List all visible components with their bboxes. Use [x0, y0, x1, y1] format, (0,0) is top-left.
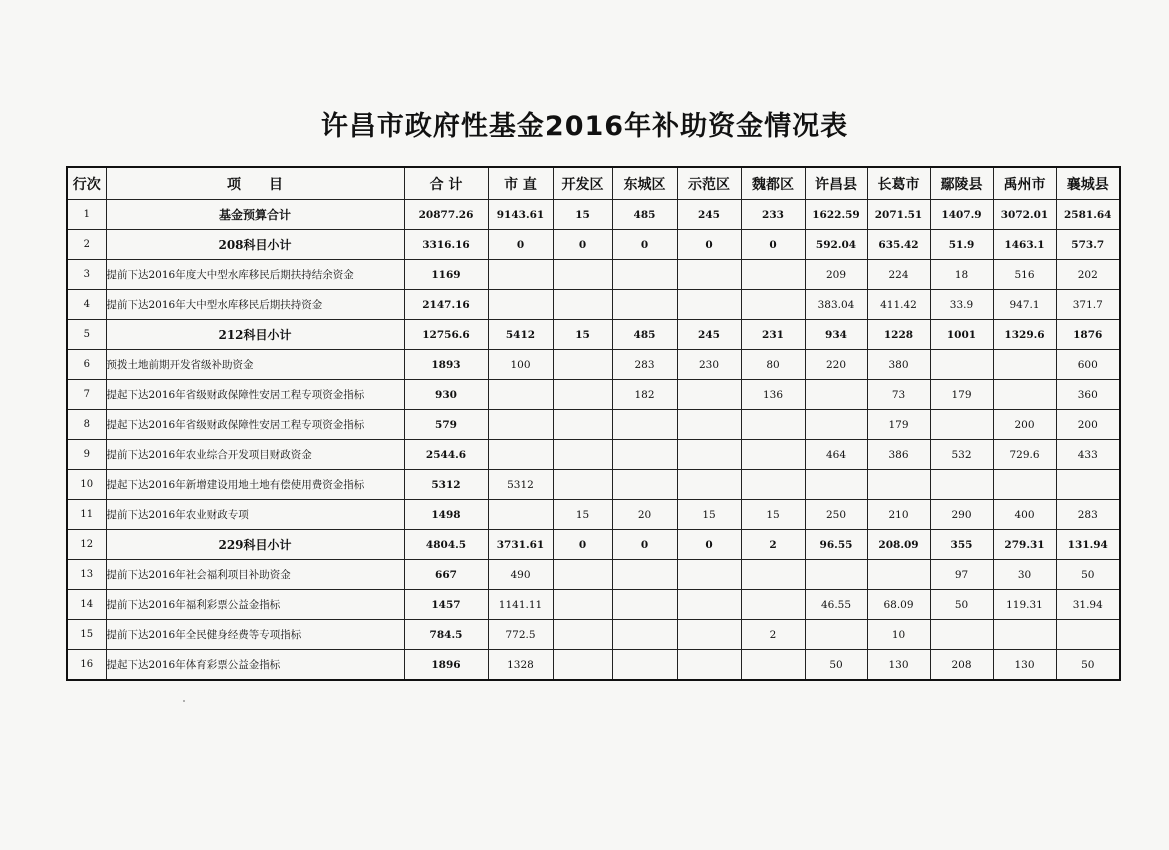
value-cell	[612, 290, 677, 320]
value-cell: 208.09	[867, 530, 930, 560]
value-cell	[741, 410, 805, 440]
value-cell	[930, 350, 993, 380]
row-index: 14	[67, 590, 106, 620]
value-cell: 73	[867, 380, 930, 410]
value-cell: 233	[741, 200, 805, 230]
value-cell	[930, 620, 993, 650]
value-cell	[612, 470, 677, 500]
total-cell: 12756.6	[404, 320, 488, 350]
table-row	[67, 650, 1120, 681]
value-cell: 1328	[488, 650, 553, 681]
value-cell: 485	[612, 200, 677, 230]
item-name: 基金预算合计	[106, 200, 404, 230]
value-cell	[677, 470, 741, 500]
value-cell: 0	[553, 530, 612, 560]
value-cell: 224	[867, 260, 930, 290]
value-cell: 208	[930, 650, 993, 681]
item-name: 提起下达2016年省级财政保障性安居工程专项资金指标	[106, 410, 404, 440]
value-cell: 18	[930, 260, 993, 290]
value-cell: 386	[867, 440, 930, 470]
item-name: 提前下达2016年农业综合开发项目财政资金	[106, 440, 404, 470]
value-cell: 202	[1056, 260, 1120, 290]
value-cell	[612, 620, 677, 650]
value-cell: 1001	[930, 320, 993, 350]
value-cell: 179	[930, 380, 993, 410]
value-cell: 532	[930, 440, 993, 470]
value-cell	[488, 500, 553, 530]
row-index: 9	[67, 440, 106, 470]
table-row	[67, 350, 1120, 380]
item-name: 提前下达2016年大中型水库移民后期扶持资金	[106, 290, 404, 320]
value-cell	[930, 470, 993, 500]
value-cell	[612, 410, 677, 440]
value-cell	[553, 590, 612, 620]
row-index: 4	[67, 290, 106, 320]
funding-table	[66, 166, 1121, 681]
value-cell: 1141.11	[488, 590, 553, 620]
value-cell	[677, 590, 741, 620]
value-cell	[553, 260, 612, 290]
value-cell: 96.55	[805, 530, 867, 560]
value-cell: 10	[867, 620, 930, 650]
value-cell	[677, 410, 741, 440]
value-cell: 0	[612, 530, 677, 560]
value-cell	[867, 560, 930, 590]
value-cell: 33.9	[930, 290, 993, 320]
column-header: 魏都区	[741, 167, 805, 200]
value-cell	[553, 650, 612, 681]
column-header: 项 目	[106, 167, 404, 200]
item-name: 提起下达2016年省级财政保障性安居工程专项资金指标	[106, 380, 404, 410]
value-cell: 283	[612, 350, 677, 380]
value-cell: 0	[677, 230, 741, 260]
item-name: 208科目小计	[106, 230, 404, 260]
value-cell: 50	[1056, 560, 1120, 590]
item-name: 提前下达2016年福利彩票公益金指标	[106, 590, 404, 620]
value-cell: 46.55	[805, 590, 867, 620]
total-cell: 1457	[404, 590, 488, 620]
value-cell	[553, 290, 612, 320]
total-cell: 784.5	[404, 620, 488, 650]
value-cell	[741, 260, 805, 290]
value-cell: 179	[867, 410, 930, 440]
value-cell	[553, 410, 612, 440]
value-cell: 464	[805, 440, 867, 470]
value-cell: 3731.61	[488, 530, 553, 560]
table-row	[67, 290, 1120, 320]
value-cell	[612, 650, 677, 681]
value-cell	[612, 560, 677, 590]
value-cell: 355	[930, 530, 993, 560]
column-header: 禹州市	[993, 167, 1056, 200]
item-name: 提前下达2016年全民健身经费等专项指标	[106, 620, 404, 650]
value-cell: 5312	[488, 470, 553, 500]
item-name: 提前下达2016年社会福利项目补助资金	[106, 560, 404, 590]
value-cell: 3072.01	[993, 200, 1056, 230]
value-cell: 130	[993, 650, 1056, 681]
value-cell: 131.94	[1056, 530, 1120, 560]
value-cell: 5412	[488, 320, 553, 350]
column-header: 市 直	[488, 167, 553, 200]
value-cell	[993, 620, 1056, 650]
value-cell: 0	[553, 230, 612, 260]
value-cell: 2071.51	[867, 200, 930, 230]
value-cell: 100	[488, 350, 553, 380]
value-cell: 485	[612, 320, 677, 350]
value-cell: 200	[1056, 410, 1120, 440]
value-cell	[677, 650, 741, 681]
row-index: 10	[67, 470, 106, 500]
table-row	[67, 410, 1120, 440]
item-name: 预拨土地前期开发省级补助资金	[106, 350, 404, 380]
value-cell: 400	[993, 500, 1056, 530]
subtotal-row	[67, 530, 1120, 560]
value-cell	[1056, 470, 1120, 500]
value-cell: 283	[1056, 500, 1120, 530]
subtotal-row	[67, 230, 1120, 260]
value-cell: 1876	[1056, 320, 1120, 350]
value-cell: 182	[612, 380, 677, 410]
row-index: 1	[67, 200, 106, 230]
row-index: 11	[67, 500, 106, 530]
column-header: 东城区	[612, 167, 677, 200]
value-cell: 15	[741, 500, 805, 530]
row-index: 7	[67, 380, 106, 410]
value-cell	[553, 560, 612, 590]
value-cell: 230	[677, 350, 741, 380]
value-cell	[805, 470, 867, 500]
value-cell: 2	[741, 620, 805, 650]
value-cell: 0	[488, 230, 553, 260]
value-cell: 360	[1056, 380, 1120, 410]
value-cell: 200	[993, 410, 1056, 440]
value-cell: 119.31	[993, 590, 1056, 620]
total-cell: 1498	[404, 500, 488, 530]
value-cell: 772.5	[488, 620, 553, 650]
column-header: 长葛市	[867, 167, 930, 200]
value-cell: 20	[612, 500, 677, 530]
column-header: 襄城县	[1056, 167, 1120, 200]
value-cell: 68.09	[867, 590, 930, 620]
value-cell: 279.31	[993, 530, 1056, 560]
value-cell: 490	[488, 560, 553, 590]
value-cell: 600	[1056, 350, 1120, 380]
column-header: 鄢陵县	[930, 167, 993, 200]
value-cell: 50	[805, 650, 867, 681]
value-cell	[553, 350, 612, 380]
table-header-row	[67, 167, 1120, 200]
table-row	[67, 620, 1120, 650]
row-index: 15	[67, 620, 106, 650]
value-cell	[553, 620, 612, 650]
value-cell	[677, 380, 741, 410]
value-cell: 380	[867, 350, 930, 380]
table-row	[67, 380, 1120, 410]
value-cell: 411.42	[867, 290, 930, 320]
value-cell	[741, 590, 805, 620]
value-cell: 245	[677, 200, 741, 230]
value-cell: 1329.6	[993, 320, 1056, 350]
value-cell	[741, 560, 805, 590]
subtotal-row	[67, 200, 1120, 230]
table-row	[67, 260, 1120, 290]
row-index: 8	[67, 410, 106, 440]
value-cell: 80	[741, 350, 805, 380]
value-cell: 0	[612, 230, 677, 260]
value-cell: 592.04	[805, 230, 867, 260]
value-cell: 220	[805, 350, 867, 380]
total-cell: 1896	[404, 650, 488, 681]
item-name: 提前下达2016年度大中型水库移民后期扶持结余资金	[106, 260, 404, 290]
value-cell: 231	[741, 320, 805, 350]
value-cell: 250	[805, 500, 867, 530]
value-cell	[677, 560, 741, 590]
value-cell: 371.7	[1056, 290, 1120, 320]
total-cell: 3316.16	[404, 230, 488, 260]
table-body	[67, 200, 1120, 681]
value-cell	[677, 620, 741, 650]
value-cell	[867, 470, 930, 500]
row-index: 12	[67, 530, 106, 560]
item-name: 提前下达2016年农业财政专项	[106, 500, 404, 530]
table-row	[67, 440, 1120, 470]
value-cell	[805, 410, 867, 440]
value-cell	[805, 560, 867, 590]
value-cell	[553, 380, 612, 410]
value-cell: 947.1	[993, 290, 1056, 320]
row-index: 2	[67, 230, 106, 260]
total-cell: 667	[404, 560, 488, 590]
value-cell: 0	[677, 530, 741, 560]
total-cell: 1893	[404, 350, 488, 380]
column-header: 合 计	[404, 167, 488, 200]
total-cell: 4804.5	[404, 530, 488, 560]
value-cell: 30	[993, 560, 1056, 590]
value-cell: 635.42	[867, 230, 930, 260]
total-cell: 1169	[404, 260, 488, 290]
total-cell: 930	[404, 380, 488, 410]
value-cell: 1622.59	[805, 200, 867, 230]
scan-speck	[183, 700, 185, 702]
value-cell: 15	[553, 320, 612, 350]
value-cell: 97	[930, 560, 993, 590]
value-cell	[488, 380, 553, 410]
value-cell: 130	[867, 650, 930, 681]
value-cell	[488, 410, 553, 440]
value-cell	[1056, 620, 1120, 650]
value-cell: 31.94	[1056, 590, 1120, 620]
value-cell: 2	[741, 530, 805, 560]
value-cell	[741, 470, 805, 500]
value-cell: 516	[993, 260, 1056, 290]
value-cell: 245	[677, 320, 741, 350]
value-cell	[741, 440, 805, 470]
value-cell: 15	[553, 200, 612, 230]
total-cell: 5312	[404, 470, 488, 500]
value-cell: 433	[1056, 440, 1120, 470]
value-cell: 0	[741, 230, 805, 260]
value-cell	[993, 350, 1056, 380]
value-cell: 50	[1056, 650, 1120, 681]
value-cell	[805, 620, 867, 650]
column-header: 许昌县	[805, 167, 867, 200]
value-cell: 51.9	[930, 230, 993, 260]
value-cell: 15	[553, 500, 612, 530]
value-cell: 50	[930, 590, 993, 620]
value-cell: 136	[741, 380, 805, 410]
table-row	[67, 470, 1120, 500]
column-header: 开发区	[553, 167, 612, 200]
total-cell: 20877.26	[404, 200, 488, 230]
value-cell	[553, 440, 612, 470]
column-header: 行次	[67, 167, 106, 200]
value-cell: 9143.61	[488, 200, 553, 230]
table-row	[67, 500, 1120, 530]
item-name: 提起下达2016年新增建设用地土地有偿使用费资金指标	[106, 470, 404, 500]
column-header: 示范区	[677, 167, 741, 200]
value-cell	[488, 290, 553, 320]
value-cell	[612, 590, 677, 620]
row-index: 5	[67, 320, 106, 350]
table-row	[67, 590, 1120, 620]
value-cell	[553, 470, 612, 500]
value-cell: 290	[930, 500, 993, 530]
value-cell: 1228	[867, 320, 930, 350]
total-cell: 579	[404, 410, 488, 440]
row-index: 6	[67, 350, 106, 380]
value-cell: 934	[805, 320, 867, 350]
total-cell: 2147.16	[404, 290, 488, 320]
value-cell	[805, 380, 867, 410]
value-cell	[741, 650, 805, 681]
value-cell	[488, 260, 553, 290]
item-name: 212科目小计	[106, 320, 404, 350]
value-cell: 210	[867, 500, 930, 530]
value-cell: 573.7	[1056, 230, 1120, 260]
row-index: 16	[67, 650, 106, 681]
item-name: 提起下达2016年体育彩票公益金指标	[106, 650, 404, 681]
subtotal-row	[67, 320, 1120, 350]
value-cell	[741, 290, 805, 320]
value-cell	[677, 290, 741, 320]
table-row	[67, 560, 1120, 590]
value-cell	[993, 470, 1056, 500]
value-cell	[677, 260, 741, 290]
value-cell	[612, 260, 677, 290]
value-cell	[993, 380, 1056, 410]
value-cell: 729.6	[993, 440, 1056, 470]
row-index: 13	[67, 560, 106, 590]
value-cell: 383.04	[805, 290, 867, 320]
total-cell: 2544.6	[404, 440, 488, 470]
value-cell	[677, 440, 741, 470]
value-cell: 209	[805, 260, 867, 290]
value-cell: 2581.64	[1056, 200, 1120, 230]
value-cell	[930, 410, 993, 440]
value-cell: 1463.1	[993, 230, 1056, 260]
value-cell: 1407.9	[930, 200, 993, 230]
value-cell: 15	[677, 500, 741, 530]
value-cell	[488, 440, 553, 470]
page-title: 许昌市政府性基金2016年补助资金情况表	[320, 111, 849, 142]
row-index: 3	[67, 260, 106, 290]
value-cell	[612, 440, 677, 470]
item-name: 229科目小计	[106, 530, 404, 560]
